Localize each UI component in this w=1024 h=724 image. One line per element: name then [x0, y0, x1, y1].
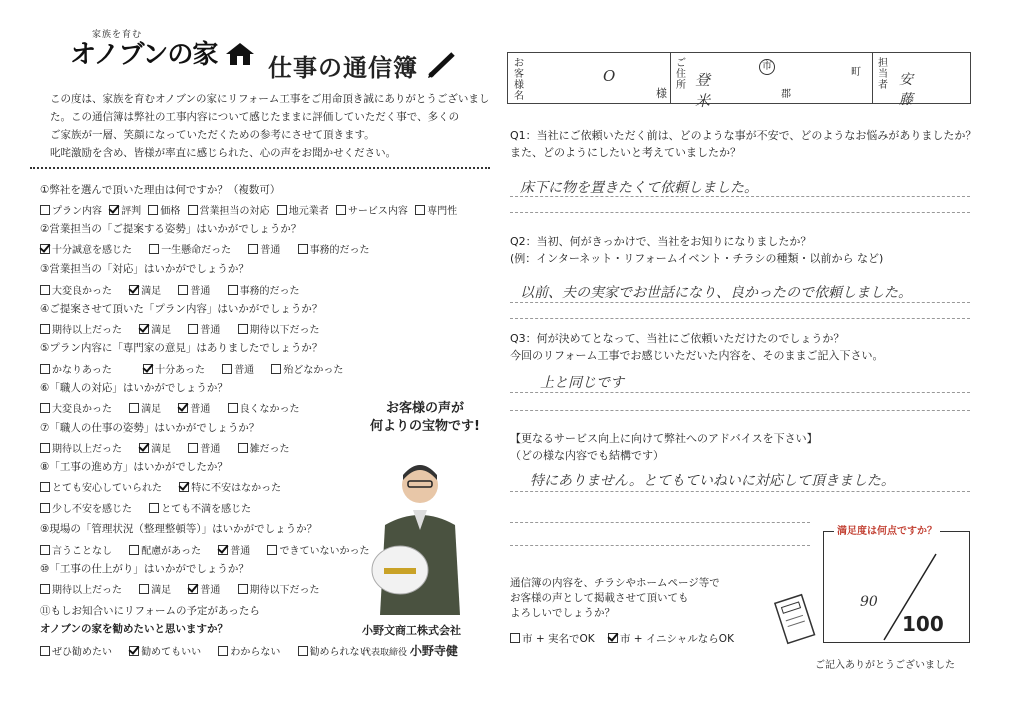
option[interactable]: 満足	[129, 285, 161, 299]
intro-text	[50, 90, 490, 162]
option[interactable]: 言うことなし	[40, 545, 112, 559]
address-label: ご住所	[676, 58, 686, 91]
option[interactable]: 満足	[139, 324, 171, 338]
score-slash	[824, 532, 969, 642]
question-label: ④ご提案させて頂いた「プラン内容」はいかがでしょうか？	[40, 303, 323, 315]
promo-line: 何よりの宝物です!	[370, 419, 480, 434]
q1-answer[interactable]: 床下に物を置きたくて依頼しました。	[520, 180, 758, 196]
option[interactable]: 十分あった	[143, 364, 205, 378]
option[interactable]: 普通	[188, 443, 220, 457]
option[interactable]: かなりあった	[40, 364, 112, 378]
question-options	[40, 443, 294, 457]
staff-value[interactable]: 安藤	[899, 72, 913, 108]
question-options	[40, 584, 324, 598]
option[interactable]: 普通	[248, 244, 280, 258]
option[interactable]: 満足	[129, 403, 161, 417]
question-line: また、どのようにしたいと考えていましたか？	[510, 146, 741, 159]
question-label: ⑥「職人の対応」はいかがでしょうか？	[40, 382, 228, 394]
option[interactable]: 期待以下だった	[238, 584, 320, 598]
q3-text	[510, 330, 883, 364]
option[interactable]: 専門性	[415, 205, 457, 219]
notebook-icon	[773, 592, 818, 647]
checkbox[interactable]	[178, 403, 188, 413]
checkbox[interactable]	[40, 244, 50, 254]
option[interactable]: 十分誠意を感じた	[40, 244, 132, 258]
checkbox[interactable]	[40, 646, 50, 656]
permission-options	[510, 631, 738, 646]
permission-line: 通信簿の内容を、チラシやホームページ等で	[510, 577, 720, 589]
question-options	[40, 403, 304, 417]
rep-title: 代表取締役	[362, 648, 408, 658]
answer-line	[510, 491, 970, 492]
q2-text	[510, 233, 883, 267]
option[interactable]: 期待以上だった	[40, 324, 122, 338]
question-label: オノブンの家を勧めたいと思いますか？	[40, 623, 228, 635]
checkbox[interactable]	[129, 545, 139, 555]
address-cell	[670, 53, 861, 110]
checkbox[interactable]	[139, 324, 149, 334]
option[interactable]: 価格	[148, 205, 180, 219]
checkbox[interactable]	[238, 324, 248, 334]
option[interactable]: 普通	[222, 364, 254, 378]
divider	[30, 167, 490, 175]
gun-label: 郡	[781, 89, 791, 100]
intro-line: 叱咤激励を含め、皆様が率直に感じられた、心の声をお聞かせください。	[50, 147, 397, 159]
checkbox[interactable]	[40, 403, 50, 413]
option[interactable]: 評判	[109, 205, 141, 219]
checkbox[interactable]	[40, 364, 50, 374]
option[interactable]: 殆どなかった	[271, 364, 343, 378]
checkbox[interactable]	[608, 633, 618, 643]
option[interactable]: 普通	[188, 324, 220, 338]
option[interactable]: 営業担当の対応	[188, 205, 270, 219]
question-options	[40, 205, 461, 219]
option[interactable]: 特に不安はなかった	[179, 482, 281, 496]
option[interactable]: 期待以上だった	[40, 584, 122, 598]
checkbox[interactable]	[129, 285, 139, 295]
option[interactable]: 一生懸命だった	[149, 244, 231, 258]
score-value[interactable]: 90	[860, 594, 878, 610]
answer-line	[510, 392, 970, 393]
question-label: ⑪もしお知合いにリフォームの予定があったら	[40, 605, 260, 617]
q2-answer[interactable]: 以前、夫の実家でお世話になり、良かったので依頼しました。	[520, 285, 912, 301]
q3-answer[interactable]: 上と同じです	[540, 375, 624, 391]
checkbox[interactable]	[218, 545, 228, 555]
question-options	[40, 244, 374, 258]
question-label: ①弊社を選んで頂いた理由は何ですか？（複数可）	[40, 184, 281, 196]
question-line: 【更なるサービス向上に向けて弊社へのアドバイスを下さい】	[510, 432, 818, 445]
option[interactable]: 地元業者	[277, 205, 329, 219]
option[interactable]: 雑だった	[238, 443, 290, 457]
cho-label: 町	[851, 67, 861, 78]
page-title: 仕事の通信簿	[268, 48, 457, 83]
option[interactable]: 配慮があった	[129, 545, 201, 559]
option[interactable]: できていないかった	[267, 545, 369, 559]
rep-block	[362, 642, 458, 659]
question-line: Q1：当社にご依頼いただく前は、どのような事が不安で、どのようなお悩みがありましたか？	[510, 129, 977, 142]
option[interactable]: とても安心していられた	[40, 482, 162, 496]
person-photo	[370, 455, 470, 615]
score-label: 満足度は何点ですか？	[834, 522, 940, 537]
intro-line: ご家族が一層、笑顔になっていただくための参考にさせて頂きます。	[50, 129, 375, 141]
checkbox[interactable]	[277, 205, 287, 215]
checkbox[interactable]	[40, 205, 50, 215]
question-options	[40, 545, 373, 559]
checkbox[interactable]	[298, 646, 308, 656]
option[interactable]: 良くなかった	[228, 403, 300, 417]
permission-option-initial[interactable]: 市 + イニシャルならOK	[608, 631, 734, 646]
question-options	[40, 482, 285, 496]
option[interactable]: 期待以下だった	[238, 324, 320, 338]
checkbox[interactable]	[40, 503, 50, 513]
checkbox[interactable]	[148, 205, 158, 215]
question-options	[40, 503, 255, 517]
intro-line: た。この通信簿は弊社の工事内容について感じたままに評価していただく事で、多くの	[50, 111, 460, 123]
option[interactable]: 事務的だった	[298, 244, 370, 258]
question-label: ⑨現場の「管理状況（整理整頓等）」はいかがでしょうか？	[40, 523, 318, 535]
option[interactable]: 勧められない	[298, 646, 370, 660]
checkbox[interactable]	[238, 443, 248, 453]
staff-cell	[872, 53, 913, 108]
checkbox[interactable]	[139, 584, 149, 594]
option[interactable]: プラン内容	[40, 205, 102, 219]
answer-line	[510, 545, 810, 546]
checkbox[interactable]	[40, 545, 50, 555]
checkbox[interactable]	[40, 482, 50, 492]
question-line: (例：インターネット・リフォームイベント・チラシの種類・以前から など)	[510, 252, 884, 265]
brand-tagline: 家族を育む	[92, 30, 143, 40]
option[interactable]: 普通	[218, 545, 250, 559]
house-icon	[225, 42, 255, 66]
option[interactable]: 事務的だった	[228, 285, 300, 299]
brand-logo	[70, 30, 255, 70]
option[interactable]: 大変良かった	[40, 403, 112, 417]
permission-line: お客様の声として掲載させて頂いても	[510, 592, 689, 604]
checkbox[interactable]	[188, 443, 198, 453]
answer-line	[510, 522, 810, 523]
answer-line	[510, 410, 970, 411]
question-line: Q2：当初、何がきっかけで、当社をお知りになりましたか？	[510, 235, 812, 248]
permission-text	[510, 576, 720, 621]
checkbox[interactable]	[415, 205, 425, 215]
checkbox[interactable]	[218, 646, 228, 656]
question-label: ⑦「職人の仕事の姿勢」はいかがでしょうか？	[40, 422, 260, 434]
checkbox[interactable]	[179, 482, 189, 492]
checkbox[interactable]	[228, 285, 238, 295]
checkbox[interactable]	[143, 364, 153, 374]
sama-label: 様	[656, 87, 667, 100]
checkbox[interactable]	[510, 633, 520, 643]
company-name: 小野文商工株式会社	[362, 624, 461, 637]
checkbox[interactable]	[129, 646, 139, 656]
option[interactable]: 勧めてもいい	[129, 646, 201, 660]
checkbox[interactable]	[222, 364, 232, 374]
option[interactable]: サービス内容	[336, 205, 408, 219]
checkbox[interactable]	[40, 285, 50, 295]
question-line: 今回のリフォーム工事でお感じいただいた内容を、そのままご記入下さい。	[510, 349, 884, 362]
q1-text	[510, 127, 976, 161]
promo-text	[360, 400, 490, 436]
promo-line: お客様の声が	[385, 401, 464, 416]
checkbox[interactable]	[129, 403, 139, 413]
checkbox[interactable]	[188, 205, 198, 215]
option[interactable]: 大変良かった	[40, 285, 112, 299]
question-label: ⑧「工事の進め方」はいかがでしたか？	[40, 461, 228, 473]
checkbox[interactable]	[298, 244, 308, 254]
q4-text	[510, 430, 818, 464]
option[interactable]: 普通	[178, 403, 210, 417]
checkbox[interactable]	[238, 584, 248, 594]
checkbox[interactable]	[188, 584, 198, 594]
customer-value[interactable]: O	[603, 67, 616, 85]
option[interactable]: ぜひ勧めたい	[40, 646, 112, 660]
question-label: ③営業担当の「対応」はいかがでしょうか？	[40, 263, 249, 275]
answer-line	[510, 196, 970, 197]
checkbox[interactable]	[336, 205, 346, 215]
thanks-text: ご記入ありがとうございました	[815, 660, 955, 671]
answer-line	[510, 302, 970, 303]
checkbox[interactable]	[228, 403, 238, 413]
customer-header	[507, 52, 971, 110]
answer-line	[510, 318, 970, 319]
option[interactable]: 少し不安を感じた	[40, 503, 132, 517]
question-options	[40, 646, 374, 660]
question-label: ⑩「工事の仕上がり」はいかがでしょうか？	[40, 563, 249, 575]
option[interactable]: 満足	[139, 443, 171, 457]
checkbox[interactable]	[149, 244, 159, 254]
address-city[interactable]: 登米	[695, 71, 711, 110]
option[interactable]: 普通	[188, 584, 220, 598]
checkbox[interactable]	[271, 364, 281, 374]
question-label: ⑤プラン内容に「専門家の意見」はありましたでしょうか？	[40, 342, 323, 354]
question-line: （どの様な内容でも結構です）	[510, 449, 664, 462]
score-box	[823, 526, 970, 643]
option[interactable]: 普通	[178, 285, 210, 299]
checkbox[interactable]	[139, 443, 149, 453]
staff-label: 担当者	[878, 58, 888, 91]
permission-option-realname[interactable]: 市 + 実名でOK	[510, 631, 595, 646]
customer-label: お客様名	[514, 58, 524, 102]
question-options	[40, 324, 324, 338]
checkbox[interactable]	[248, 244, 258, 254]
pencil-icon	[427, 52, 457, 78]
brand-name: オノブンの家	[70, 40, 218, 70]
option[interactable]: 満足	[139, 584, 171, 598]
checkbox[interactable]	[149, 503, 159, 513]
question-label: ②営業担当の「ご提案する姿勢」はいかがでしょうか？	[40, 223, 302, 235]
intro-line: この度は、家族を育むオノブンの家にリフォーム工事をご用命頂き誠にありがとうございまし	[50, 93, 490, 105]
option[interactable]: わからない	[218, 646, 280, 660]
checkbox[interactable]	[188, 324, 198, 334]
question-line: Q3：何が決めてとなって、当社にご依頼いただけたのでしょうか？	[510, 332, 845, 345]
option[interactable]: 期待以上だった	[40, 443, 122, 457]
checkbox[interactable]	[109, 205, 119, 215]
checkbox[interactable]	[40, 584, 50, 594]
shi-label: 市	[759, 59, 775, 75]
checkbox[interactable]	[267, 545, 277, 555]
checkbox[interactable]	[178, 285, 188, 295]
question-options	[40, 364, 347, 378]
permission-line: よろしいでしょうか？	[510, 607, 615, 619]
score-max: 100	[902, 612, 944, 636]
checkbox[interactable]	[40, 443, 50, 453]
q4-answer[interactable]: 特にありません。とてもていねいに対応して頂きました。	[530, 473, 895, 489]
question-options	[40, 285, 304, 299]
rep-name: 小野寺健	[409, 644, 458, 658]
answer-line	[510, 212, 970, 213]
checkbox[interactable]	[40, 324, 50, 334]
option[interactable]: とても不満を感じた	[149, 503, 251, 517]
